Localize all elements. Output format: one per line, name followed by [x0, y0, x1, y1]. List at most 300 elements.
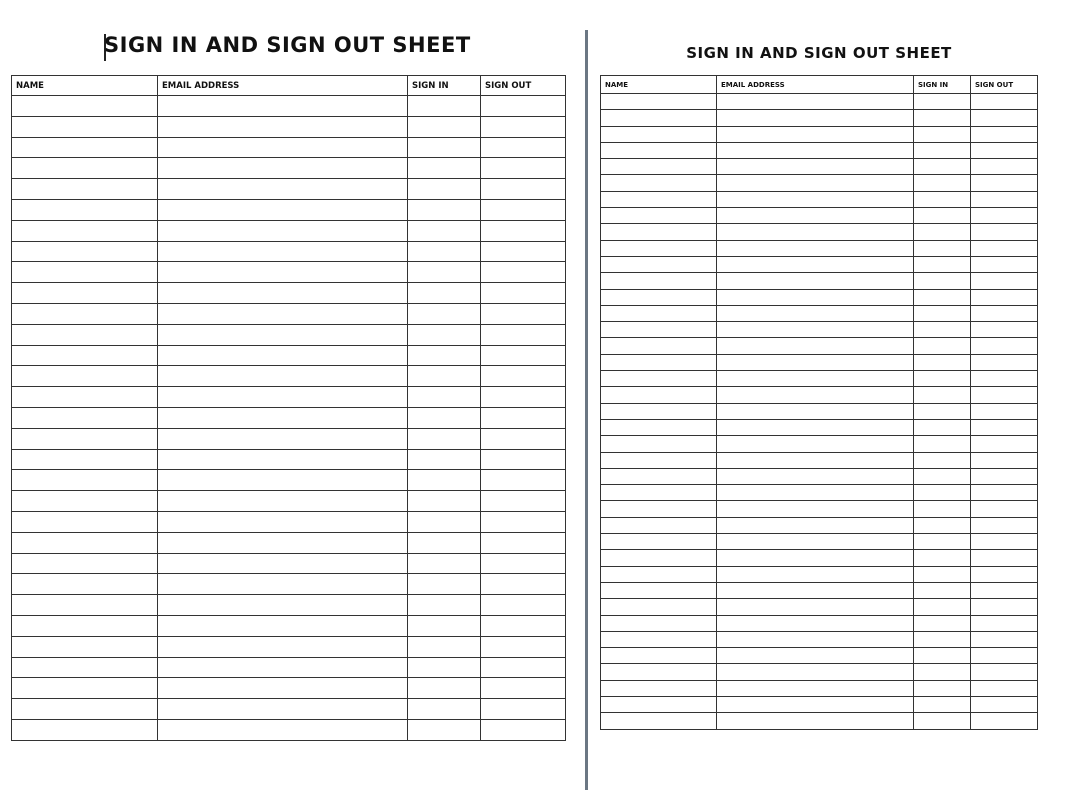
email-address-cell: [717, 371, 914, 387]
sign-out-cell: [481, 303, 566, 324]
sign-out-cell: [481, 324, 566, 345]
email-address-cell: [158, 179, 408, 200]
name-cell: [601, 159, 717, 175]
right-sheet-title: SIGN IN AND SIGN OUT SHEET: [686, 44, 952, 62]
sign-in-cell: [914, 354, 971, 370]
sign-in-cell: [914, 240, 971, 256]
table-row: [601, 615, 1038, 631]
email-address-cell: [717, 599, 914, 615]
table-row: [601, 582, 1038, 598]
name-cell: [601, 191, 717, 207]
table-row: [601, 648, 1038, 664]
name-cell: [601, 273, 717, 289]
name-cell: [12, 262, 158, 283]
name-cell: [12, 719, 158, 740]
sign-in-cell: [408, 636, 481, 657]
name-cell: [12, 553, 158, 574]
name-cell: [601, 615, 717, 631]
name-cell: [601, 338, 717, 354]
sign-out-cell: [481, 387, 566, 408]
email-address-cell: [717, 224, 914, 240]
column-header-email-address: EMAIL ADDRESS: [158, 76, 408, 96]
sign-in-cell: [408, 116, 481, 137]
sign-out-cell: [481, 241, 566, 262]
column-header-email-address: EMAIL ADDRESS: [717, 76, 914, 94]
table-row: [601, 696, 1038, 712]
sign-in-cell: [914, 224, 971, 240]
header-row: [12, 76, 566, 96]
name-cell: [12, 449, 158, 470]
sign-out-cell: [971, 517, 1038, 533]
sign-in-cell: [408, 511, 481, 532]
name-cell: [12, 678, 158, 699]
sign-out-cell: [971, 94, 1038, 110]
name-cell: [601, 419, 717, 435]
table-row: [12, 595, 566, 616]
name-cell: [12, 116, 158, 137]
name-cell: [601, 468, 717, 484]
email-address-cell: [717, 273, 914, 289]
table-row: [601, 240, 1038, 256]
sign-in-cell: [914, 387, 971, 403]
left-sign-in-table: [11, 75, 566, 741]
name-cell: [12, 657, 158, 678]
sign-in-cell: [408, 283, 481, 304]
email-address-cell: [158, 345, 408, 366]
email-address-cell: [717, 354, 914, 370]
sign-in-cell: [914, 94, 971, 110]
sign-out-cell: [481, 678, 566, 699]
sign-in-cell: [408, 262, 481, 283]
sign-out-cell: [481, 179, 566, 200]
table-row: [601, 208, 1038, 224]
email-address-cell: [717, 713, 914, 729]
email-address-cell: [717, 142, 914, 158]
email-address-cell: [158, 657, 408, 678]
table-row: [12, 615, 566, 636]
email-address-cell: [717, 110, 914, 126]
email-address-cell: [717, 501, 914, 517]
email-address-cell: [717, 696, 914, 712]
name-cell: [601, 517, 717, 533]
name-cell: [601, 387, 717, 403]
name-cell: [12, 532, 158, 553]
sign-out-cell: [481, 657, 566, 678]
name-cell: [12, 511, 158, 532]
sign-in-cell: [408, 615, 481, 636]
name-cell: [601, 696, 717, 712]
table-row: [12, 262, 566, 283]
sign-out-cell: [481, 449, 566, 470]
sign-in-cell: [914, 582, 971, 598]
table-row: [12, 303, 566, 324]
sign-out-cell: [971, 159, 1038, 175]
email-address-cell: [158, 303, 408, 324]
sign-in-cell: [914, 648, 971, 664]
sign-out-cell: [481, 345, 566, 366]
email-address-cell: [717, 582, 914, 598]
sign-out-cell: [971, 664, 1038, 680]
sign-in-cell: [914, 322, 971, 338]
name-cell: [601, 534, 717, 550]
sign-out-cell: [481, 158, 566, 179]
sign-in-cell: [914, 110, 971, 126]
sign-out-cell: [971, 256, 1038, 272]
name-cell: [601, 631, 717, 647]
email-address-cell: [158, 199, 408, 220]
table-row: [601, 452, 1038, 468]
name-cell: [601, 371, 717, 387]
table-row: [12, 532, 566, 553]
email-address-cell: [158, 137, 408, 158]
sign-out-cell: [971, 322, 1038, 338]
email-address-cell: [158, 220, 408, 241]
email-address-cell: [158, 719, 408, 740]
sign-out-cell: [971, 191, 1038, 207]
sign-out-cell: [481, 491, 566, 512]
email-address-cell: [717, 191, 914, 207]
email-address-cell: [717, 305, 914, 321]
sign-in-cell: [408, 324, 481, 345]
sign-in-cell: [914, 289, 971, 305]
sign-out-cell: [971, 566, 1038, 582]
sign-out-cell: [481, 511, 566, 532]
sign-in-cell: [408, 657, 481, 678]
name-cell: [12, 699, 158, 720]
sign-out-cell: [971, 582, 1038, 598]
email-address-cell: [158, 574, 408, 595]
table-row: [12, 636, 566, 657]
column-header-sign-out: SIGN OUT: [971, 76, 1038, 94]
sign-out-cell: [481, 220, 566, 241]
sign-out-cell: [481, 719, 566, 740]
table-row: [601, 664, 1038, 680]
name-cell: [12, 96, 158, 117]
table-row: [601, 501, 1038, 517]
header-row: [601, 76, 1038, 94]
email-address-cell: [717, 322, 914, 338]
table-row: [601, 631, 1038, 647]
sign-out-cell: [971, 419, 1038, 435]
name-cell: [601, 452, 717, 468]
name-cell: [601, 305, 717, 321]
sign-in-cell: [408, 387, 481, 408]
name-cell: [601, 240, 717, 256]
table-row: [12, 96, 566, 117]
email-address-cell: [158, 283, 408, 304]
table-row: [601, 110, 1038, 126]
table-row: [12, 428, 566, 449]
sign-out-cell: [481, 96, 566, 117]
sign-in-cell: [408, 96, 481, 117]
sign-out-cell: [481, 283, 566, 304]
table-row: [601, 322, 1038, 338]
sign-in-cell: [914, 305, 971, 321]
sign-out-cell: [481, 553, 566, 574]
table-row: [12, 241, 566, 262]
email-address-cell: [717, 648, 914, 664]
sign-out-cell: [481, 532, 566, 553]
sign-in-cell: [914, 631, 971, 647]
table-row: [601, 517, 1038, 533]
column-header-name: NAME: [601, 76, 717, 94]
table-row: [601, 436, 1038, 452]
table-row: [12, 220, 566, 241]
email-address-cell: [717, 452, 914, 468]
sign-out-cell: [971, 354, 1038, 370]
sign-out-cell: [971, 126, 1038, 142]
name-cell: [12, 366, 158, 387]
email-address-cell: [717, 419, 914, 435]
email-address-cell: [717, 680, 914, 696]
table-row: [12, 283, 566, 304]
page-divider: [585, 30, 588, 790]
sign-in-cell: [914, 403, 971, 419]
email-address-cell: [717, 240, 914, 256]
table-row: [601, 338, 1038, 354]
email-address-cell: [717, 208, 914, 224]
column-header-sign-in: SIGN IN: [408, 76, 481, 96]
table-row: [601, 126, 1038, 142]
sign-in-cell: [914, 436, 971, 452]
sign-in-cell: [914, 550, 971, 566]
sign-out-cell: [971, 371, 1038, 387]
sign-out-cell: [481, 366, 566, 387]
name-cell: [12, 595, 158, 616]
sign-in-cell: [408, 199, 481, 220]
table-row: [601, 387, 1038, 403]
sign-in-cell: [408, 137, 481, 158]
sign-in-cell: [408, 595, 481, 616]
sign-out-cell: [481, 137, 566, 158]
name-cell: [12, 470, 158, 491]
name-cell: [601, 256, 717, 272]
email-address-cell: [158, 366, 408, 387]
table-row: [12, 470, 566, 491]
table-row: [601, 305, 1038, 321]
table-row: [12, 719, 566, 740]
right-sign-in-table: [600, 75, 1038, 730]
email-address-cell: [158, 428, 408, 449]
sign-out-cell: [971, 273, 1038, 289]
name-cell: [12, 615, 158, 636]
sign-in-cell: [914, 599, 971, 615]
sign-out-cell: [971, 452, 1038, 468]
name-cell: [12, 241, 158, 262]
column-header-sign-out: SIGN OUT: [481, 76, 566, 96]
sign-out-cell: [481, 470, 566, 491]
sign-in-cell: [914, 713, 971, 729]
sign-in-cell: [408, 470, 481, 491]
sign-in-cell: [914, 452, 971, 468]
name-cell: [601, 354, 717, 370]
column-header-name: NAME: [12, 76, 158, 96]
sign-in-cell: [408, 699, 481, 720]
sign-in-cell: [914, 208, 971, 224]
table-row: [12, 657, 566, 678]
sign-in-cell: [914, 615, 971, 631]
sign-out-cell: [481, 199, 566, 220]
sign-out-cell: [971, 387, 1038, 403]
email-address-cell: [717, 517, 914, 533]
sign-in-cell: [914, 159, 971, 175]
sign-out-cell: [481, 636, 566, 657]
sign-in-cell: [914, 696, 971, 712]
sign-in-cell: [914, 338, 971, 354]
email-address-cell: [717, 550, 914, 566]
sign-in-cell: [914, 534, 971, 550]
sign-in-cell: [914, 566, 971, 582]
sign-in-cell: [408, 449, 481, 470]
name-cell: [601, 680, 717, 696]
name-cell: [601, 94, 717, 110]
sign-out-cell: [971, 142, 1038, 158]
sign-in-cell: [914, 126, 971, 142]
table-row: [12, 387, 566, 408]
sign-in-cell: [408, 678, 481, 699]
name-cell: [601, 322, 717, 338]
table-row: [601, 599, 1038, 615]
name-cell: [601, 501, 717, 517]
email-address-cell: [717, 468, 914, 484]
sign-in-cell: [408, 491, 481, 512]
sign-in-cell: [914, 501, 971, 517]
email-address-cell: [717, 664, 914, 680]
sign-out-cell: [971, 485, 1038, 501]
sign-in-cell: [408, 428, 481, 449]
name-cell: [12, 407, 158, 428]
sign-in-cell: [408, 553, 481, 574]
table-row: [601, 485, 1038, 501]
table-row: [601, 94, 1038, 110]
sign-in-cell: [408, 407, 481, 428]
sign-out-cell: [971, 305, 1038, 321]
sign-out-cell: [971, 403, 1038, 419]
email-address-cell: [158, 449, 408, 470]
name-cell: [601, 664, 717, 680]
email-address-cell: [717, 631, 914, 647]
table-row: [12, 366, 566, 387]
table-row: [12, 449, 566, 470]
table-row: [12, 491, 566, 512]
email-address-cell: [158, 595, 408, 616]
sign-in-cell: [408, 719, 481, 740]
email-address-cell: [158, 636, 408, 657]
table-row: [12, 699, 566, 720]
email-address-cell: [717, 403, 914, 419]
left-sheet-title: SIGN IN AND SIGN OUT SHEET: [104, 33, 471, 57]
sign-out-cell: [481, 428, 566, 449]
email-address-cell: [717, 94, 914, 110]
sign-in-cell: [914, 175, 971, 191]
sign-in-cell: [408, 574, 481, 595]
name-cell: [601, 126, 717, 142]
sign-out-cell: [971, 110, 1038, 126]
email-address-cell: [717, 534, 914, 550]
column-header-sign-in: SIGN IN: [914, 76, 971, 94]
table-row: [12, 407, 566, 428]
sign-out-cell: [971, 599, 1038, 615]
sign-in-cell: [914, 191, 971, 207]
table-row: [601, 175, 1038, 191]
name-cell: [12, 220, 158, 241]
sign-in-cell: [408, 158, 481, 179]
table-row: [12, 553, 566, 574]
table-row: [601, 224, 1038, 240]
table-row: [601, 354, 1038, 370]
email-address-cell: [158, 158, 408, 179]
table-row: [601, 191, 1038, 207]
name-cell: [12, 324, 158, 345]
sign-out-cell: [971, 289, 1038, 305]
table-row: [601, 566, 1038, 582]
table-row: [601, 550, 1038, 566]
name-cell: [12, 283, 158, 304]
table-row: [12, 324, 566, 345]
email-address-cell: [158, 699, 408, 720]
email-address-cell: [717, 436, 914, 452]
table-row: [12, 574, 566, 595]
table-row: [12, 199, 566, 220]
email-address-cell: [717, 256, 914, 272]
sign-out-cell: [481, 615, 566, 636]
email-address-cell: [158, 491, 408, 512]
name-cell: [601, 485, 717, 501]
table-row: [601, 256, 1038, 272]
sign-out-cell: [971, 713, 1038, 729]
sign-in-cell: [914, 371, 971, 387]
table-row: [12, 678, 566, 699]
email-address-cell: [717, 566, 914, 582]
email-address-cell: [717, 338, 914, 354]
email-address-cell: [158, 262, 408, 283]
sign-out-cell: [971, 648, 1038, 664]
email-address-cell: [158, 407, 408, 428]
sign-out-cell: [481, 595, 566, 616]
name-cell: [601, 648, 717, 664]
name-cell: [12, 137, 158, 158]
sign-out-cell: [481, 262, 566, 283]
sign-out-cell: [971, 436, 1038, 452]
email-address-cell: [158, 470, 408, 491]
sign-out-cell: [971, 631, 1038, 647]
table-row: [601, 159, 1038, 175]
sign-out-cell: [971, 208, 1038, 224]
name-cell: [12, 428, 158, 449]
table-row: [601, 371, 1038, 387]
email-address-cell: [158, 116, 408, 137]
email-address-cell: [717, 615, 914, 631]
sign-out-cell: [971, 534, 1038, 550]
sign-in-cell: [408, 366, 481, 387]
email-address-cell: [158, 532, 408, 553]
name-cell: [601, 208, 717, 224]
email-address-cell: [717, 289, 914, 305]
sign-in-cell: [914, 273, 971, 289]
sign-in-cell: [914, 142, 971, 158]
sign-out-cell: [971, 224, 1038, 240]
sign-out-cell: [971, 175, 1038, 191]
name-cell: [601, 403, 717, 419]
email-address-cell: [158, 387, 408, 408]
sign-out-cell: [971, 501, 1038, 517]
sign-in-cell: [408, 532, 481, 553]
name-cell: [12, 636, 158, 657]
sign-out-cell: [481, 574, 566, 595]
sign-in-cell: [914, 485, 971, 501]
sign-in-cell: [914, 468, 971, 484]
table-row: [12, 345, 566, 366]
